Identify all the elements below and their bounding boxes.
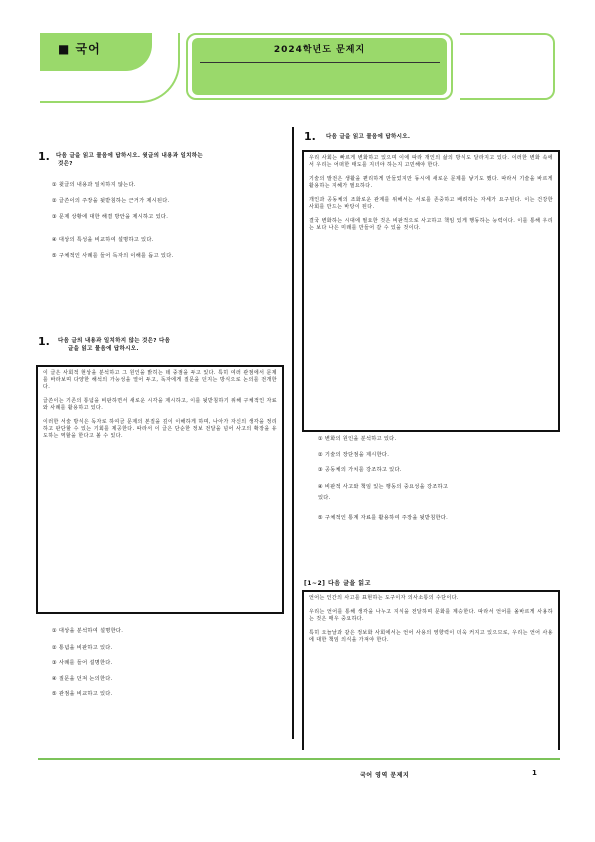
option[interactable]: ① 윗글의 내용과 일치하지 않는다. xyxy=(52,182,136,188)
passage-paragraph: 결국 변화하는 시대에 필요한 것은 비판적으로 사고하고 책임 있게 행동하는 능력이다. 이를 통해 우리는 보다 나은 미래를 만들어 갈 수 있을 것이다. xyxy=(309,218,553,231)
question-stem-line: 다음 글의 내용과 일치하지 않는 것은? 다음 xyxy=(58,338,171,344)
passage-paragraph: 기술의 발전은 생활을 편리하게 만들었지만 동시에 새로운 문제를 낳기도 했다. 따라서 기술을 바르게 활용하는 지혜가 필요하다. xyxy=(309,176,553,189)
passage-paragraph: 우리 사회는 빠르게 변화하고 있으며 이에 따라 개인의 삶의 방식도 달라지고 있다. 이러한 변화 속에서 우리는 어떠한 태도를 지녀야 하는지 고민해야 한다. xyxy=(309,155,553,168)
passage-box xyxy=(36,365,284,614)
header-title: 2024학년도 문제지 xyxy=(273,45,366,55)
passage-box xyxy=(302,150,560,432)
section-title: [1~2] 다음 글을 읽고 xyxy=(304,580,371,587)
passage-paragraph: 글쓴이는 기존의 통념을 비판하면서 새로운 시각을 제시하고, 이를 뒷받침하기 위해 구체적인 자료와 사례를 활용하고 있다. xyxy=(43,398,277,411)
passage-paragraph: 언어는 인간의 사고를 표현하는 도구이자 의사소통의 수단이다. xyxy=(309,595,459,601)
header-title-rule xyxy=(200,62,440,63)
header-subject-label: ■ 국어 xyxy=(58,42,101,56)
option[interactable]: ④ 비판적 사고와 책임 있는 행동의 중요성을 강조하고 xyxy=(318,484,449,490)
footer-text: 국어 영역 문제지 xyxy=(360,772,410,779)
question-stem xyxy=(56,152,286,168)
option[interactable]: ⑤ 관점을 비교하고 있다. xyxy=(52,691,113,697)
option[interactable]: ⑤ 구체적인 사례를 들어 독자의 이해를 돕고 있다. xyxy=(52,253,174,259)
option[interactable]: ② 글쓴이의 주장을 뒷받침하는 근거가 제시된다. xyxy=(52,198,170,204)
passage-paragraph: 특히 오늘날과 같은 정보화 사회에서는 언어 사용의 영향력이 더욱 커지고 있으므로, 우리는 언어 사용에 대한 책임 의식을 가져야 한다. xyxy=(309,630,553,643)
option[interactable]: ② 통념을 비판하고 있다. xyxy=(52,645,113,651)
question-stem xyxy=(58,337,288,353)
question-stem-line: 글을 읽고 물음에 답하시오. xyxy=(68,346,139,352)
passage-paragraph: 개인과 공동체의 조화로운 관계를 위해서는 서로를 존중하고 배려하는 자세가 요구된다. 이는 건강한 사회를 만드는 바탕이 된다. xyxy=(309,197,553,210)
question-stem-line: 다음 글을 읽고 물음에 답하시오. 윗글의 내용과 일치하는 xyxy=(56,153,203,159)
option[interactable]: ⑤ 구체적인 통계 자료를 활용하여 주장을 뒷받침한다. xyxy=(318,515,449,521)
option[interactable]: ③ 문제 상황에 대한 해결 방안을 제시하고 있다. xyxy=(52,214,169,220)
question-stem: 다음 글을 읽고 물음에 답하시오. xyxy=(326,134,411,140)
option[interactable]: ④ 대상의 특성을 비교하여 설명하고 있다. xyxy=(52,237,154,243)
passage-box xyxy=(302,590,560,750)
option[interactable]: ① 변화의 원인을 분석하고 있다. xyxy=(318,436,397,442)
passage-paragraph: 우리는 언어를 통해 생각을 나누고 지식을 전달하며 문화를 계승한다. 따라서 언어를 올바르게 사용하는 것은 매우 중요하다. xyxy=(309,609,553,622)
page-number: 1 xyxy=(532,769,537,777)
passage-paragraph: 이러한 서술 방식은 독자로 하여금 문제의 본질을 깊이 이해하게 하며, 나아가 자신의 생각을 정리하고 판단할 수 있는 기회를 제공한다. 따라서 이 글은 단순한 정보 전달을 넘어 사고의 확장을 유도하는 역할을 한다고 볼 수 있다. xyxy=(43,419,277,439)
question-number: 1. xyxy=(304,130,316,143)
header-right-frame xyxy=(460,33,555,100)
column-divider xyxy=(292,127,294,739)
option-continuation: 있다. xyxy=(318,495,331,501)
question-number: 1. xyxy=(38,150,50,163)
question-stem-line: 것은? xyxy=(58,161,73,167)
footer-rule xyxy=(38,758,560,760)
question-number: 1. xyxy=(38,335,50,348)
option[interactable]: ③ 공동체의 가치를 강조하고 있다. xyxy=(318,467,402,473)
option[interactable]: ① 대상을 분석하여 설명한다. xyxy=(52,628,124,634)
passage-paragraph: 이 글은 사회적 현상을 분석하고 그 원인을 밝히는 데 중점을 두고 있다. 특히 여러 관점에서 문제를 바라보며 다양한 해석의 가능성을 열어 두고, 독자에게 질문을 던지는 방식으로 논의를 전개한다. xyxy=(43,370,277,390)
option[interactable]: ④ 질문을 던져 논의한다. xyxy=(52,676,113,682)
option[interactable]: ③ 사례를 들어 설명한다. xyxy=(52,660,113,666)
option[interactable]: ② 기술의 장단점을 제시한다. xyxy=(318,452,390,458)
